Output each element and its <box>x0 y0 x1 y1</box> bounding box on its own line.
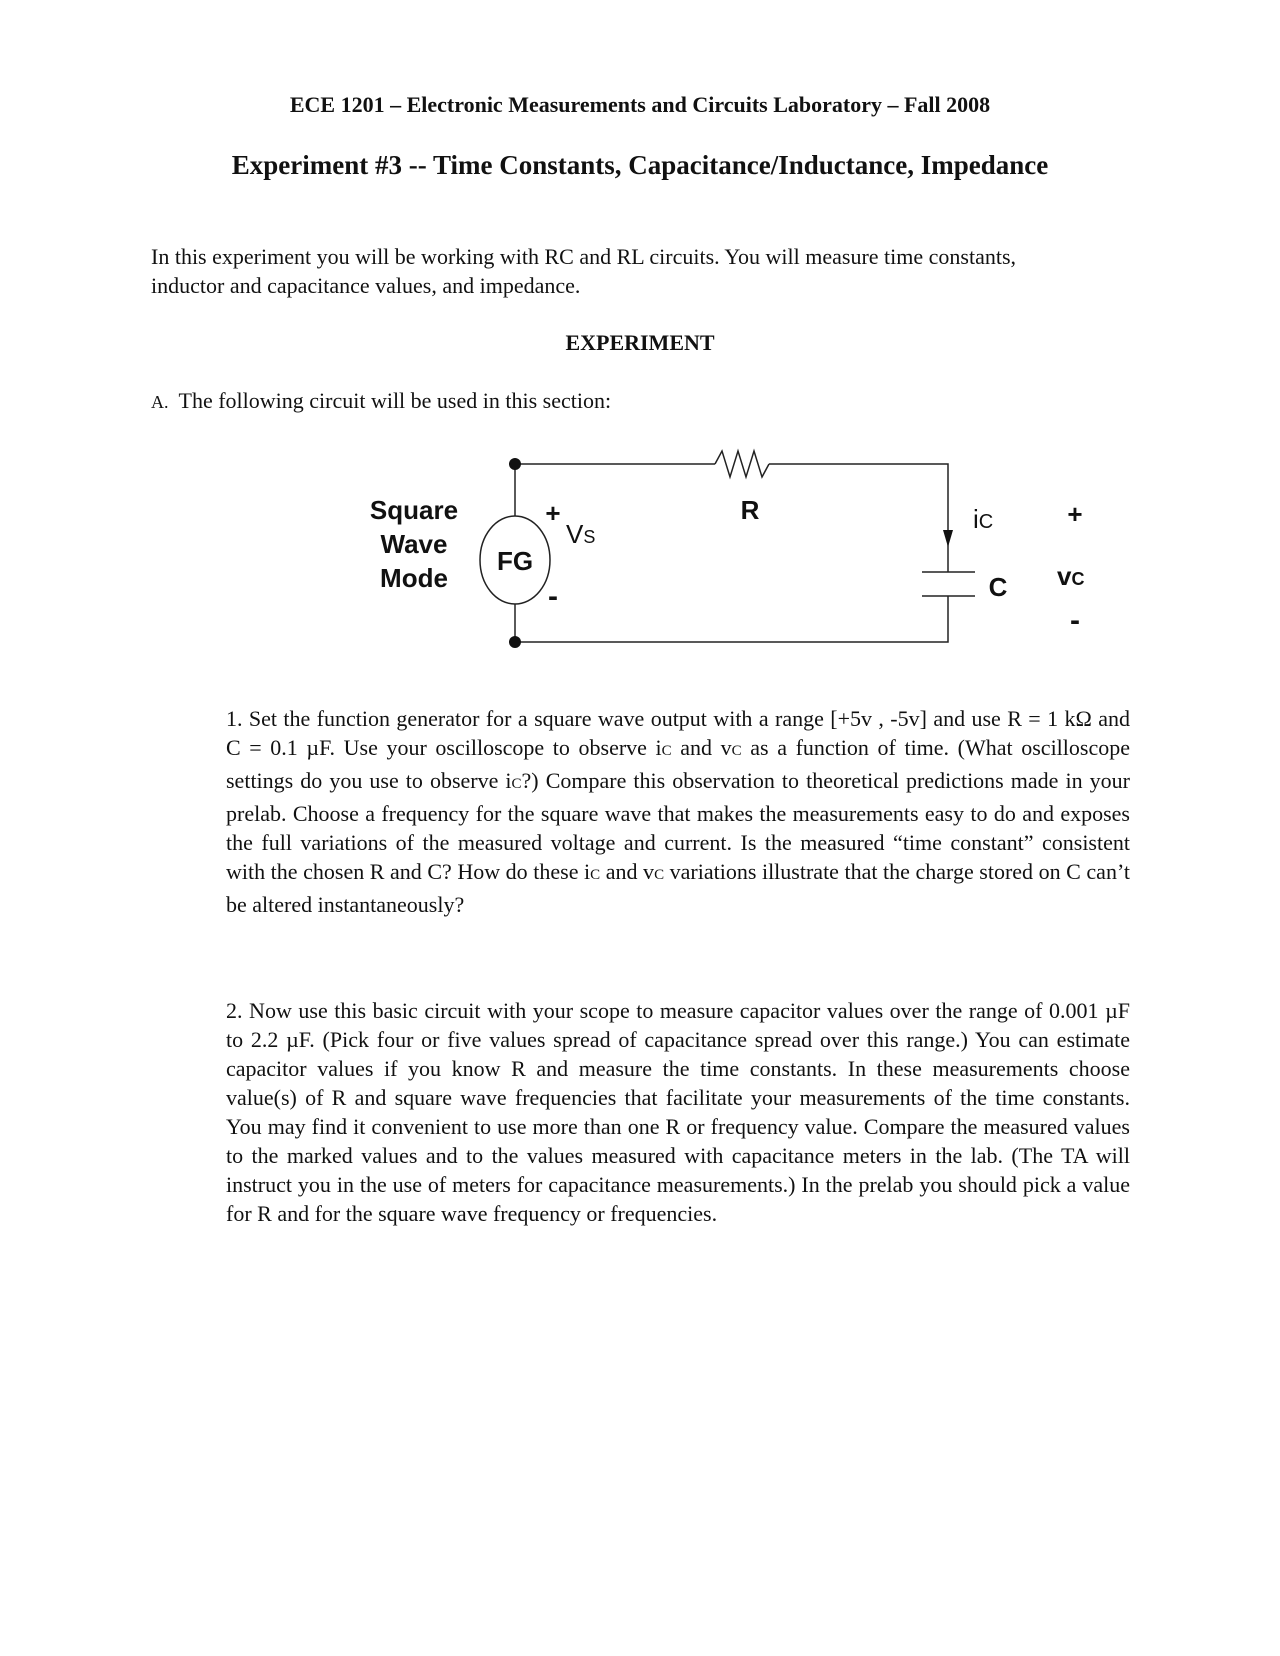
wire-bottom <box>515 596 948 642</box>
resistor-label: R <box>740 495 760 525</box>
vc-label: vC <box>1057 561 1085 591</box>
vc-minus: - <box>1070 604 1080 637</box>
section-heading: EXPERIMENT <box>565 330 715 355</box>
source-label-line: Square <box>369 495 459 525</box>
vs-plus: + <box>545 498 561 528</box>
node-top <box>509 458 521 470</box>
part-a-label: A. <box>151 392 169 412</box>
instruction-item-2: 2. Now use this basic circuit with your scope to measure capacitor values over the range of 0.001 µF to 2.2 µF. (Pick four or five values spread of capacitance spread over this range.) You can estimate capacitor values if you know R and measure the time constants. In these measurements choose value(s) of R and square wave frequencies that facilitate your measurements of the time constants. You may find it convenient to use more than one R or frequency value. Compare the measured values to the marked values and to the values measured with capacitance meters in the lab. (The TA will instruct you in the use of meters for capacitance measurements.) In the prelab you should pick a value for R and for the square wave frequency or frequencies. <box>226 998 1130 1226</box>
wire-top-right <box>769 464 948 572</box>
vs-label: VS <box>566 519 596 549</box>
current-arrow-icon <box>943 530 953 547</box>
capacitor-label: C <box>988 572 1008 602</box>
fg-label: FG <box>496 546 534 576</box>
resistor-symbol <box>715 451 769 477</box>
rc-circuit-diagram <box>0 0 1280 700</box>
course-title: ECE 1201 – Electronic Measurements and Circuits Laboratory – Fall 2008 <box>289 92 991 117</box>
experiment-title: Experiment #3 -- Time Constants, Capacitance/Inductance, Impedance <box>231 150 1049 180</box>
node-bottom <box>509 636 521 648</box>
instruction-item-1: 1. Set the function generator for a square wave output with a range [+5v , -5v] and use R = 1 kΩ and C = 0.1 µF. Use your oscilloscope to observe iC and vC as a function of time. (What oscilloscope settings do you use to observe iC?) Compare this observation to theoretical predictions made in your prelab. Choose a frequency for the square wave that makes the measurements easy to do and exposes the full variations of the measured voltage and current. Is the measured “time constant” consistent with the chosen R and C? How do these iC and vC variations illustrate that the charge stored on C can’t be altered instantaneously? <box>226 706 1130 917</box>
vc-plus: + <box>1067 499 1083 529</box>
vs-minus: - <box>548 580 558 613</box>
intro-paragraph: In this experiment you will be working with RC and RL circuits. You will measure time constants, inductor and capacitance values, and impedance. <box>151 244 1017 298</box>
ic-label: iC <box>973 504 994 534</box>
source-label-line: Mode <box>380 563 448 593</box>
source-label-line: Wave <box>380 529 448 559</box>
part-a-text: The following circuit will be used in this section: <box>178 388 612 413</box>
